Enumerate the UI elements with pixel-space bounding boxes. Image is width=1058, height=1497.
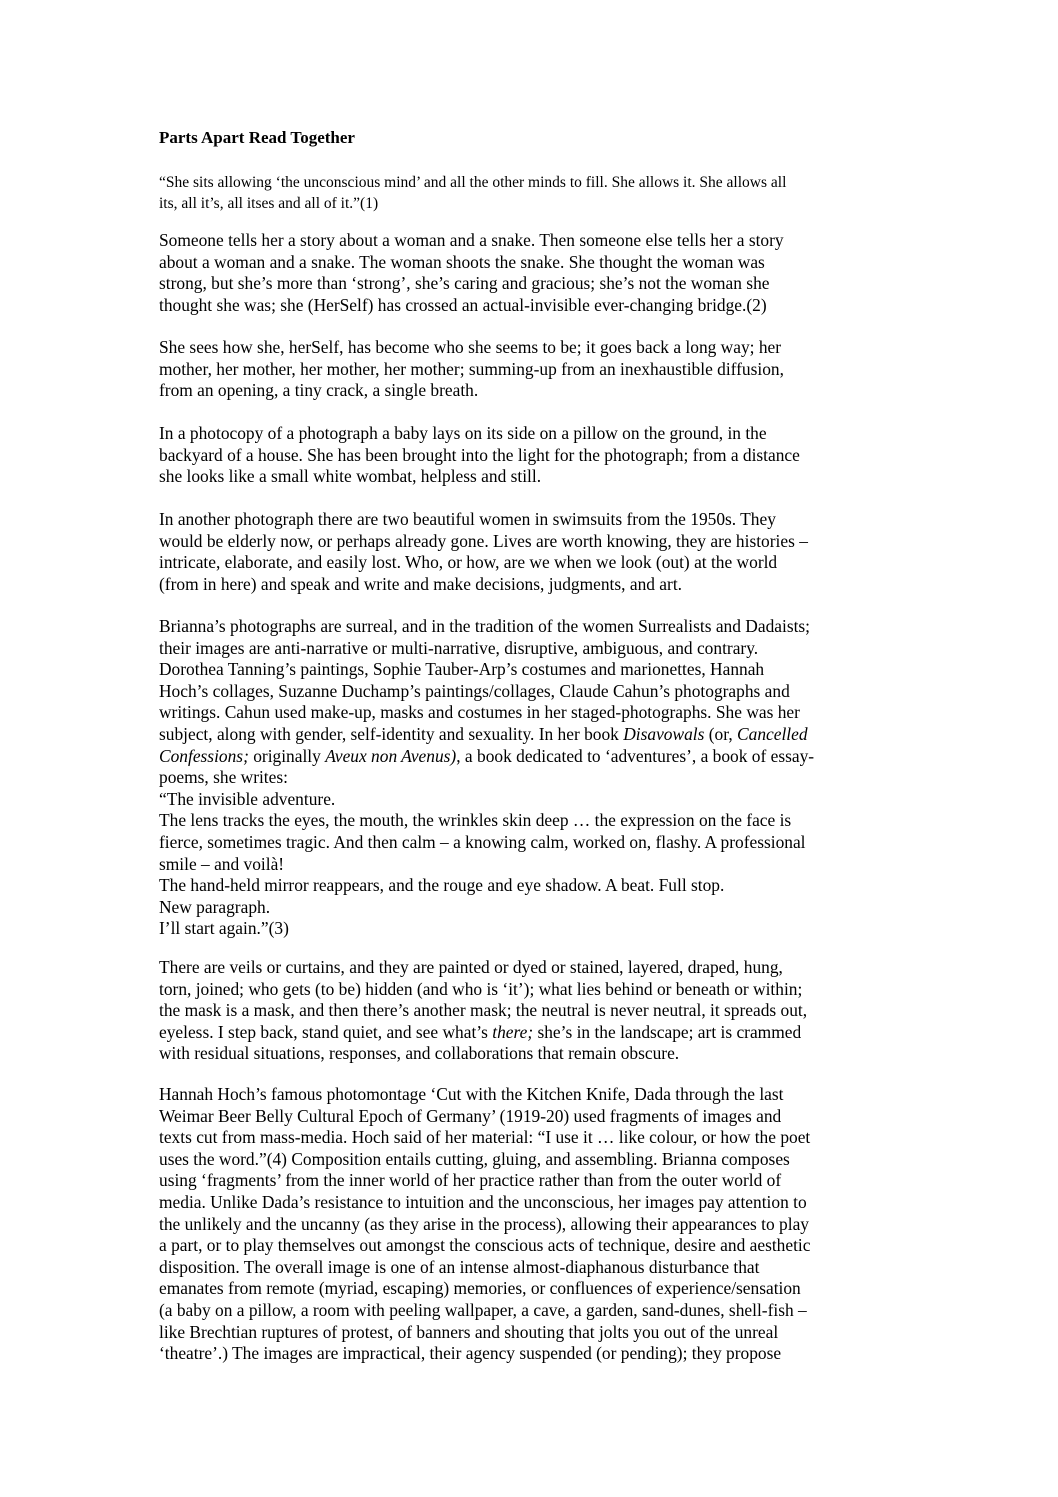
text-line: the mask is a mask, and then there’s another mask; the neutral is never neutral, it spreads out, <box>159 1000 808 1021</box>
text-line: She sees how she, herSelf, has become who she seems to be; it goes back a long way; her <box>159 337 782 357</box>
text-line: emanates from remote (myriad, escaping) memories, or confluences of experience/sensation <box>159 1278 801 1299</box>
text-line: Weimar Beer Belly Cultural Epoch of Germany’ (1919-20) used fragments of images and <box>159 1105 782 1126</box>
text-line: intricate, elaborate, and easily lost. Who, or how, are we when we look (out) at the world <box>159 552 778 573</box>
text-line: Someone tells her a story about a woman and a snake. Then someone else tells her a story <box>159 230 784 250</box>
text-line: writings. Cahun used make-up, masks and costumes in her staged-photographs. She was her <box>159 702 800 723</box>
text-line: thought she was; she (HerSelf) has crossed an actual-invisible ever-changing bridge.(2) <box>159 294 767 315</box>
text-line <box>159 724 899 746</box>
text-line: with residual situations, responses, and collaborations that remain obscure. <box>159 1043 680 1064</box>
text-line: Brianna’s photographs are surreal, and in the tradition of the women Surrealists and Dadaists; <box>159 616 811 636</box>
text-line: would be elderly now, or perhaps already gone. Lives are worth knowing, they are histories – <box>159 530 808 551</box>
text-line: from an opening, a tiny crack, a single breath. <box>159 380 479 401</box>
text-line: ‘theatre’.) The images are impractical, their agency suspended (or pending); they propose <box>159 1343 782 1364</box>
text-run: eyeless. I step back, stand quiet, and see what’s <box>159 1021 493 1042</box>
paragraph-surrealists <box>159 616 899 940</box>
book-title-italic: Cancelled <box>737 723 808 744</box>
epigraph-quote <box>159 172 899 214</box>
text-line <box>159 1022 899 1044</box>
text-line <box>159 746 899 768</box>
text-line: using ‘fragments’ from the inner world of her practice rather than from the outer world of <box>159 1170 782 1191</box>
text-run: subject, along with gender, self-identity and sexuality. In her book <box>159 723 624 744</box>
paragraph-woman-snake <box>159 230 899 316</box>
book-title-italic: Disavowals <box>623 723 705 744</box>
text-run: she’s in the landscape; art is crammed <box>533 1021 802 1042</box>
book-title-italic: Confessions; <box>159 745 249 766</box>
text-line: In a photocopy of a photograph a baby lays on its side on a pillow on the ground, in the <box>159 423 767 443</box>
paragraph-herself <box>159 337 899 402</box>
text-run: originally <box>248 745 326 766</box>
text-line: texts cut from mass-media. Hoch said of her material: “I use it … like colour, or how the poet <box>159 1127 811 1148</box>
text-run: (or, <box>704 723 738 744</box>
text-line: fierce, sometimes tragic. And then calm – a knowing calm, worked on, flashy. A professional <box>159 831 806 852</box>
text-line: strong, but she’s more than ‘strong’, she’s caring and gracious; she’s not the woman she <box>159 273 770 294</box>
text-line: torn, joined; who gets (to be) hidden (and who is ‘it’); what lies behind or beneath or within; <box>159 978 803 999</box>
italic-word: there; <box>492 1021 534 1042</box>
text-line: poems, she writes: <box>159 767 288 788</box>
text-line: (a baby on a pillow, a room with peeling wallpaper, a cave, a garden, sand-dunes, shell-fish – <box>159 1299 807 1320</box>
text-line: The hand-held mirror reappears, and the rouge and eye shadow. A beat. Full stop. <box>159 875 725 896</box>
text-line: media. Unlike Dada’s resistance to intuition and the unconscious, her images pay attention to <box>159 1191 807 1212</box>
text-line: New paragraph. <box>159 896 271 917</box>
paragraph-hoch <box>159 1084 899 1365</box>
text-line: Hoch’s collages, Suzanne Duchamp’s paintings/collages, Claude Cahun’s photographs and <box>159 680 790 701</box>
text-line: “The invisible adventure. <box>159 788 336 809</box>
text-line: the unlikely and the uncanny (as they arise in the process), allowing their appearances to play <box>159 1213 809 1234</box>
text-line: backyard of a house. She has been brought into the light for the photograph; from a distance <box>159 444 800 465</box>
text-line: a part, or to play themselves out amongst the conscious acts of technique, desire and aesthetic <box>159 1235 811 1256</box>
text-line: I’ll start again.”(3) <box>159 918 289 939</box>
text-line: disposition. The overall image is one of an intense almost-diaphanous disturbance that <box>159 1256 760 1277</box>
text-run: , a book dedicated to ‘adventures’, a book of essay- <box>456 745 815 766</box>
paragraph-photocopy <box>159 423 899 488</box>
text-line: about a woman and a snake. The woman shoots the snake. She thought the woman was <box>159 251 765 272</box>
text-line: mother, her mother, her mother, her mother; summing-up from an inexhaustible diffusion, <box>159 358 784 379</box>
text-line: “She sits allowing ‘the unconscious mind’ and all the other minds to fill. She allows it. She allows all <box>159 174 787 191</box>
paragraph-veils <box>159 957 899 1065</box>
text-line: smile – and voilà! <box>159 853 285 874</box>
book-title-italic: Aveux non Avenus) <box>325 745 457 766</box>
text-line: she looks like a small white wombat, helpless and still. <box>159 466 542 487</box>
text-line: Hannah Hoch’s famous photomontage ‘Cut with the Kitchen Knife, Dada through the last <box>159 1084 784 1104</box>
text-line: (from in here) and speak and write and make decisions, judgments, and art. <box>159 573 683 594</box>
text-line: Dorothea Tanning’s paintings, Sophie Tauber-Arp’s costumes and marionettes, Hannah <box>159 659 765 680</box>
text-line: its, all it’s, all itses and all of it.”(1) <box>159 195 379 212</box>
text-line: The lens tracks the eyes, the mouth, the wrinkles skin deep … the expression on the face is <box>159 810 792 831</box>
text-line: like Brechtian ruptures of protest, of banners and shouting that jolts you out of the unreal <box>159 1321 779 1342</box>
text-line: uses the word.”(4) Composition entails cutting, gluing, and assembling. Brianna composes <box>159 1148 790 1169</box>
text-line: their images are anti-narrative or multi-narrative, disruptive, ambiguous, and contrary. <box>159 637 759 658</box>
document-title: Parts Apart Read Together <box>159 128 355 147</box>
text-line: There are veils or curtains, and they are painted or dyed or stained, layered, draped, hung, <box>159 957 783 977</box>
text-line: In another photograph there are two beautiful women in swimsuits from the 1950s. They <box>159 509 776 529</box>
paragraph-swimsuits <box>159 509 899 595</box>
